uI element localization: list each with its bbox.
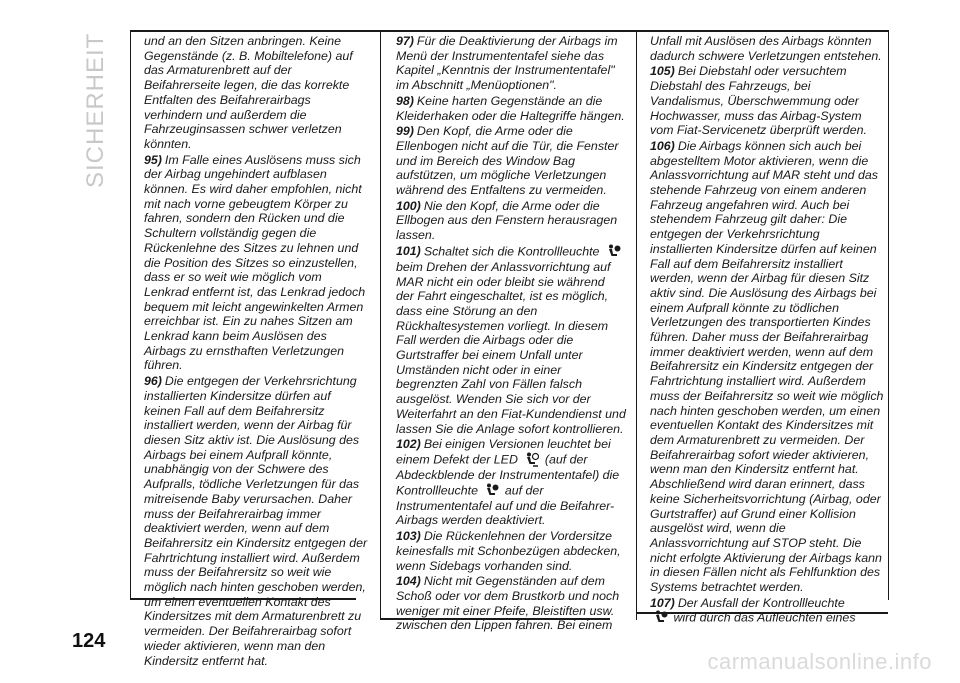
paragraph-intro: und an den Sitzen anbringen. Keine Gegenstände (z. B. Mobiltelefone) auf das Armaturenbrett auf der Beifahrerseite legen, die das korrekte Entfalten des Beifahrerairbags verhindern und außerdem die Fahrzeuginsassen schwer verletzen könnten. [144, 34, 353, 151]
note-number: 99) [396, 124, 414, 139]
note-text: Bei Diebstahl oder versuchtem Diebstahl des Fahrzeugs, bei Vandalismus, Überschwemmung oder Hochwasser, muss das Airbag-System vom Fiat-Servicenetz überprüft werden. [650, 64, 867, 138]
note-number: 102) [396, 437, 421, 452]
note-text: beim Drehen der Anlassvorrichtung auf MAR nicht ein oder bleibt sie während der Fahrt eingeschaltet, ist es möglich, dass eine Störung an den Rückhaltesystemen vorliegt. In diesem Fall werden die Airbags oder die Gurtstraffer bei einem Unfall unter Umständen nicht oder in einer begrenzten Zahl von Fällen falsch ausgelöst. Wenden Sie sich vor der Weiterfahrt an den Fiat-Kundendienst und lassen Sie die Anlage sofort kontrollieren. [396, 259, 626, 436]
note-105 [650, 64, 884, 138]
page-number: 124 [72, 630, 106, 652]
column-divider-left [130, 30, 131, 600]
note-number: 95) [144, 152, 162, 167]
passenger-airbag-off-icon [523, 452, 539, 468]
note-96 [144, 374, 368, 668]
note-101 [396, 244, 626, 436]
note-97 [396, 34, 626, 93]
note-text: Im Falle eines Auslösens muss sich der Airbag ungehindert aufblasen können. Es wird daher empfohlen, nicht mit nach vorne gebeugtem Körper zu fahren, sondern den Rücken und die Schultern vollständig gegen die Rückenlehne des Sitzes zu lehnen und die Position des Sitzes so einzustellen, dass er so weit wie möglich vom Lenkrad entfernt ist, das Lenkrad jedoch bequem mit leicht angewinkelten Armen erreichbar ist. Ein zu nahes Sitzen am Lenkrad kann beim Auslösen des Airbags zu ernsthaften Verletzungen führen. [144, 152, 366, 373]
note-99 [396, 124, 626, 198]
section-title-text: SICHERHEIT [82, 32, 109, 188]
section-title [80, 32, 110, 188]
note-number: 96) [144, 374, 162, 389]
note-95 [144, 153, 368, 374]
note-text: auf der Instrumententafel auf und die Beifahrer-Airbags werden deaktiviert. [396, 482, 615, 528]
note-number: 101) [396, 244, 421, 259]
airbag-warning-icon [652, 610, 668, 626]
text-column-3 [650, 34, 884, 627]
note-text: Nicht mit Gegenständen auf dem Schoß oder vor dem Brustkorb und noch weniger mit einer Pfeife, Bleistiften usw. zwischen den Lippen fahren. Bei einem [396, 574, 620, 633]
note-number: 104) [396, 574, 421, 589]
note-number: 100) [396, 198, 421, 213]
note-98 [396, 94, 626, 123]
note-number: 97) [396, 34, 414, 48]
note-103 [396, 529, 626, 573]
note-text: wird durch das Aufleuchten eines [673, 610, 856, 625]
note-number: 107) [650, 595, 675, 610]
column-divider-middle [380, 30, 381, 620]
note-number: 98) [396, 93, 414, 108]
note-text: (auf der Abdeckblende der Instrumententafel) die Kontrollleuchte [396, 452, 620, 497]
note-100 [396, 199, 626, 243]
note-text: Die entgegen der Verkehrsrichtung installierten Kindersitze dürfen auf keinen Fall auf dem Beifahrersitz installiert werden, wenn der Airbag für diesen Sitz aktiv ist. Die Auslösung des Airbags bei einem Aufprall könnte, unabhängig von der Schwere des Aufpralls, tödliche Verletzungen für das mitreisende Baby verursachen. Daher muss der Beifahrerairbag immer deaktiviert werden, wenn auf dem Beifahrersitz ein Kindersitz entgegen der Fahrtrichtung installiert wird. Außerdem muss der Beifahrersitz so weit wie möglich nach hinten geschoben werden, um einen eventuellen Kontakt des Kindersitzes mit dem Armaturenbrett zu vermeiden. Der Beifahrerairbag sofort wieder aktivieren, wenn man den Kindersitz entfernt hat. [144, 374, 368, 668]
text-column-1 [144, 34, 368, 669]
column-divider-far-right [888, 30, 889, 600]
airbag-warning-icon [483, 483, 499, 499]
column-divider-right [636, 30, 637, 620]
note-number: 105) [650, 64, 675, 79]
note-text: Schaltet sich die Kontrollleuchte [423, 244, 600, 259]
note-text: Der Ausfall der Kontrollleuchte [677, 595, 845, 610]
note-text: Bei einigen Versionen leuchtet bei einem Defekt der LED [396, 437, 611, 467]
paragraph-intro: Unfall mit Auslösen des Airbags könnten dadurch schwere Verletzungen entstehen. [650, 34, 882, 63]
note-text: Den Kopf, die Arme oder die Ellenbogen nicht auf die Tür, die Fenster und im Bereich des Window Bag aufstützen, um mögliche Verletzungen während des Entfaltens zu vermeiden. [396, 124, 619, 198]
note-107 [650, 596, 884, 627]
top-rule [130, 30, 888, 32]
airbag-warning-icon [605, 244, 621, 260]
note-text: Keine harten Gegenstände an die Kleiderhaken oder die Haltegriffe hängen. [396, 93, 625, 123]
note-text: Die Airbags können sich auch bei abgestelltem Motor aktivieren, wenn die Anlassvorrichtung auf MAR steht und das stehende Fahrzeug von einem anderen Fahrzeug angefahren wird. Auch bei stehendem Fahrzeug gilt daher: Die entgegen der Verkehrsrichtung installierten Kindersitze dürfen auf keinen Fall auf dem Beifahrersitz installiert werden, wenn der Airbag für diesen Sitz aktiv sind. Die Auslösung des Airbags bei einem Aufprall könnte zu tödlichen Verletzungen des transportierten Kindes führen. Daher muss der Beifahrerairbag immer deaktiviert werden, wenn auf dem Beifahrersitz ein Kindersitz entgegen der Fahrtrichtung installiert wird. Außerdem muss der Beifahrersitz so weit wie möglich nach hinten geschoben werden, um einen eventuellen Kontakt des Kindersitzes mit dem Armaturenbrett zu vermeiden. Der Beifahrerairbag sofort wieder aktivieren, wenn man den Kindersitz entfernt hat. Abschließend wird daran erinnert, dass keine Sicherheitsvorrichtung (Airbag, oder Gurtstraffer) auf Grund einer Kollision ausgelöst wird, wenn die Anlassvorrichtung auf STOP steht. Die nicht erfolgte Aktivierung der Airbags kann in diesen Fällen nicht als Fehlfunktion des Systems betrachtet werden. [650, 138, 884, 595]
watermark: carmanualsonline.info [707, 649, 932, 674]
note-102 [396, 437, 626, 528]
note-104 [396, 574, 626, 633]
note-text: Die Rückenlehnen der Vordersitze keinesfalls mit Schonbezügen abdecken, wenn Sidebags vorhanden sind. [396, 529, 621, 573]
note-text: Für die Deaktivierung der Airbags im Menü der Instrumententafel siehe das Kapitel „Kenntnis der Instrumententafel" im Abschnitt „Menüoptionen". [396, 34, 618, 93]
note-number: 103) [396, 529, 421, 544]
note-number: 106) [650, 138, 675, 153]
note-106 [650, 139, 884, 595]
text-column-2 [396, 34, 626, 634]
note-text: Nie den Kopf, die Arme oder die Ellbogen aus den Fenstern herausragen lassen. [396, 198, 618, 243]
